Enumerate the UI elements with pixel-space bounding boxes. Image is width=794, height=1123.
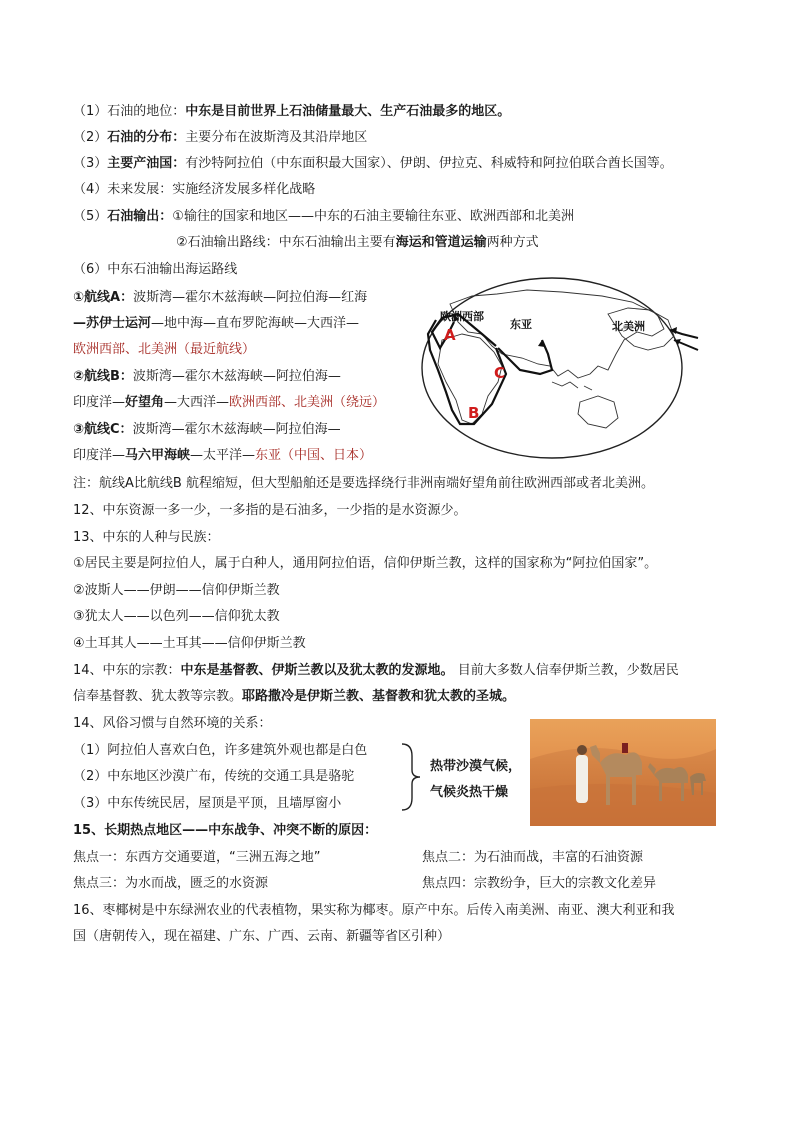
oil-distribution-line	[73, 128, 367, 148]
map-label-east-asia: 东亚	[510, 318, 532, 331]
route-note: 注：航线A比航线B 航程缩短，但大型船舶还是要选择绕行非洲南端好望角前往欧洲西部或者北美洲。	[73, 476, 654, 491]
route-a-line-2	[73, 314, 359, 334]
route-c-destination: 东亚（中国、日本）	[255, 448, 373, 463]
hotspot-title: 15、长期热点地区——中东战争、冲突不断的原因：	[73, 823, 378, 838]
oil-export-text: ①输往的国家和地区——中东的石油主要输往东亚、欧洲西部和北美洲	[172, 209, 574, 224]
ethnicity-item-turkish: ④土耳其人——土耳其——信仰伊斯兰教	[73, 636, 306, 651]
focus-2: 焦点二：为石油而战，丰富的石油资源	[422, 850, 644, 865]
route-b-line-2	[73, 393, 385, 413]
date-palm-line-1: 16、枣椰树是中东绿洲农业的代表植物，果实称为椰枣。原产中东。后传入南美洲、南亚、澳大利亚和我	[73, 903, 675, 918]
item-number: （5）	[73, 209, 108, 224]
oil-export-label: 石油输出：	[107, 209, 173, 224]
ethnicity-item-jewish: ③犹太人——以色列——信仰犹太教	[73, 609, 280, 624]
religion-line-2	[73, 687, 515, 707]
route-c-line-2	[73, 446, 372, 466]
route-b-line-1	[73, 367, 341, 387]
religion-text: 目前大多数人信奉伊斯兰教，少数居民	[453, 663, 679, 678]
route-a-path-2: —地中海—直布罗陀海峡—大西洋—	[151, 316, 360, 331]
map-route-b-letter: B	[468, 404, 480, 422]
oil-shipping-title: （6）中东石油输出海运路线	[73, 262, 238, 277]
oil-export-line	[73, 207, 574, 227]
customs-title: 14、风俗习惯与自然环境的关系：	[73, 716, 272, 731]
oil-export-routes-tail: 两种方式	[486, 235, 539, 250]
oil-route-map	[402, 274, 702, 462]
route-c-line-1	[73, 420, 341, 440]
ethnicity-title: 13、中东的人种与民族：	[73, 530, 220, 545]
route-a-line-1	[73, 288, 367, 308]
route-c-start: 印度洋—	[73, 448, 126, 463]
route-a-destination: 欧洲西部、北美洲（最近航线）	[73, 342, 256, 357]
oil-distribution-label: 石油的分布：	[107, 130, 186, 145]
date-palm-line-2: 国（唐朝传入，现在福建、广东、广西、云南、新疆等省区引种）	[73, 929, 451, 944]
focus-3: 焦点三：为水而战，匮乏的水资源	[73, 876, 269, 891]
oil-distribution-text: 主要分布在波斯湾及其沿岸地区	[185, 130, 368, 145]
route-b-label: ②航线B：	[73, 369, 133, 384]
oil-status-label: （1）石油的地位：	[73, 104, 186, 119]
oil-transport-modes: 海运和管道运输	[395, 235, 487, 250]
resources-line: 12、中东资源一多一少，一多指的是石油多，一少指的是水资源少。	[73, 503, 467, 518]
route-a-label: ①航线A：	[73, 290, 134, 305]
map-label-north-america: 北美洲	[612, 320, 645, 333]
suez-canal: —苏伊士运河	[73, 316, 152, 331]
route-c-label: ③航线C：	[73, 422, 133, 437]
oil-producers-label: 主要产油国：	[107, 156, 186, 171]
focus-4: 焦点四：宗教纷争，巨大的宗教文化差异	[422, 876, 657, 891]
customs-item-housing: （3）中东传统民居，屋顶是平顶，且墙厚窗小	[73, 796, 342, 811]
cape-of-good-hope: 好望角	[125, 395, 165, 410]
route-b-path: 波斯湾—霍尔木兹海峡—阿拉伯海—	[132, 369, 341, 384]
world-map-graphic	[402, 274, 702, 462]
oil-status-text: 中东是目前世界上石油储量最大、生产石油最多的地区。	[185, 104, 511, 119]
map-label-europe: 欧洲西部	[440, 310, 484, 323]
climate-label-2: 气候炎热干燥	[430, 785, 509, 800]
desert-camel-photo	[530, 719, 716, 826]
route-b-mid: —大西洋—	[164, 395, 230, 410]
ethnicity-item-persian: ②波斯人——伊朗——信仰伊斯兰教	[73, 583, 280, 598]
brace-icon	[398, 742, 424, 812]
oil-producers-line	[73, 154, 673, 174]
oil-producers-text: 有沙特阿拉伯（中东面积最大国家）、伊朗、伊拉克、科威特和阿拉伯联合酋长国等。	[185, 156, 673, 171]
route-a-path: 波斯湾—霍尔木兹海峡—阿拉伯海—红海	[133, 290, 368, 305]
religion-minor: 信奉基督教、犹太教等宗教。	[73, 689, 243, 704]
customs-item-white: （1）阿拉伯人喜欢白色，许多建筑外观也都是白色	[73, 743, 368, 758]
oil-status-line	[73, 102, 510, 122]
strait-of-malacca: 马六甲海峡	[125, 448, 191, 463]
oil-export-routes-line	[176, 233, 539, 253]
route-b-start: 印度洋—	[73, 395, 126, 410]
climate-label-1: 热带沙漠气候，	[430, 759, 522, 774]
item-number: （3）	[73, 156, 108, 171]
map-route-a-letter: A	[444, 326, 456, 344]
focus-1: 焦点一：东西方交通要道，“三洲五海之地”	[73, 850, 321, 865]
item-number: （2）	[73, 130, 108, 145]
oil-future-line: （4）未来发展：实施经济发展多样化战略	[73, 182, 316, 197]
religion-label: 14、中东的宗教：	[73, 663, 181, 678]
jerusalem-holy-city: 耶路撒冷是伊斯兰教、基督教和犹太教的圣城。	[242, 689, 516, 704]
route-c-path: 波斯湾—霍尔木兹海峡—阿拉伯海—	[132, 422, 341, 437]
route-b-destination: 欧洲西部、北美洲（绕远）	[229, 395, 386, 410]
route-c-mid: —太平洋—	[190, 448, 256, 463]
map-route-c-letter: C	[494, 364, 506, 382]
religion-origin: 中东是基督教、伊斯兰教以及犹太教的发源地。	[180, 663, 454, 678]
customs-item-camel: （2）中东地区沙漠广布，传统的交通工具是骆驼	[73, 769, 355, 784]
ethnicity-item-arab: ①居民主要是阿拉伯人，属于白种人，通用阿拉伯语，信仰伊斯兰教，这样的国家称为“阿拉伯国家”。	[73, 556, 658, 571]
religion-line-1	[73, 661, 679, 681]
oil-export-routes-text: ②石油输出路线：中东石油输出主要有	[176, 235, 396, 250]
